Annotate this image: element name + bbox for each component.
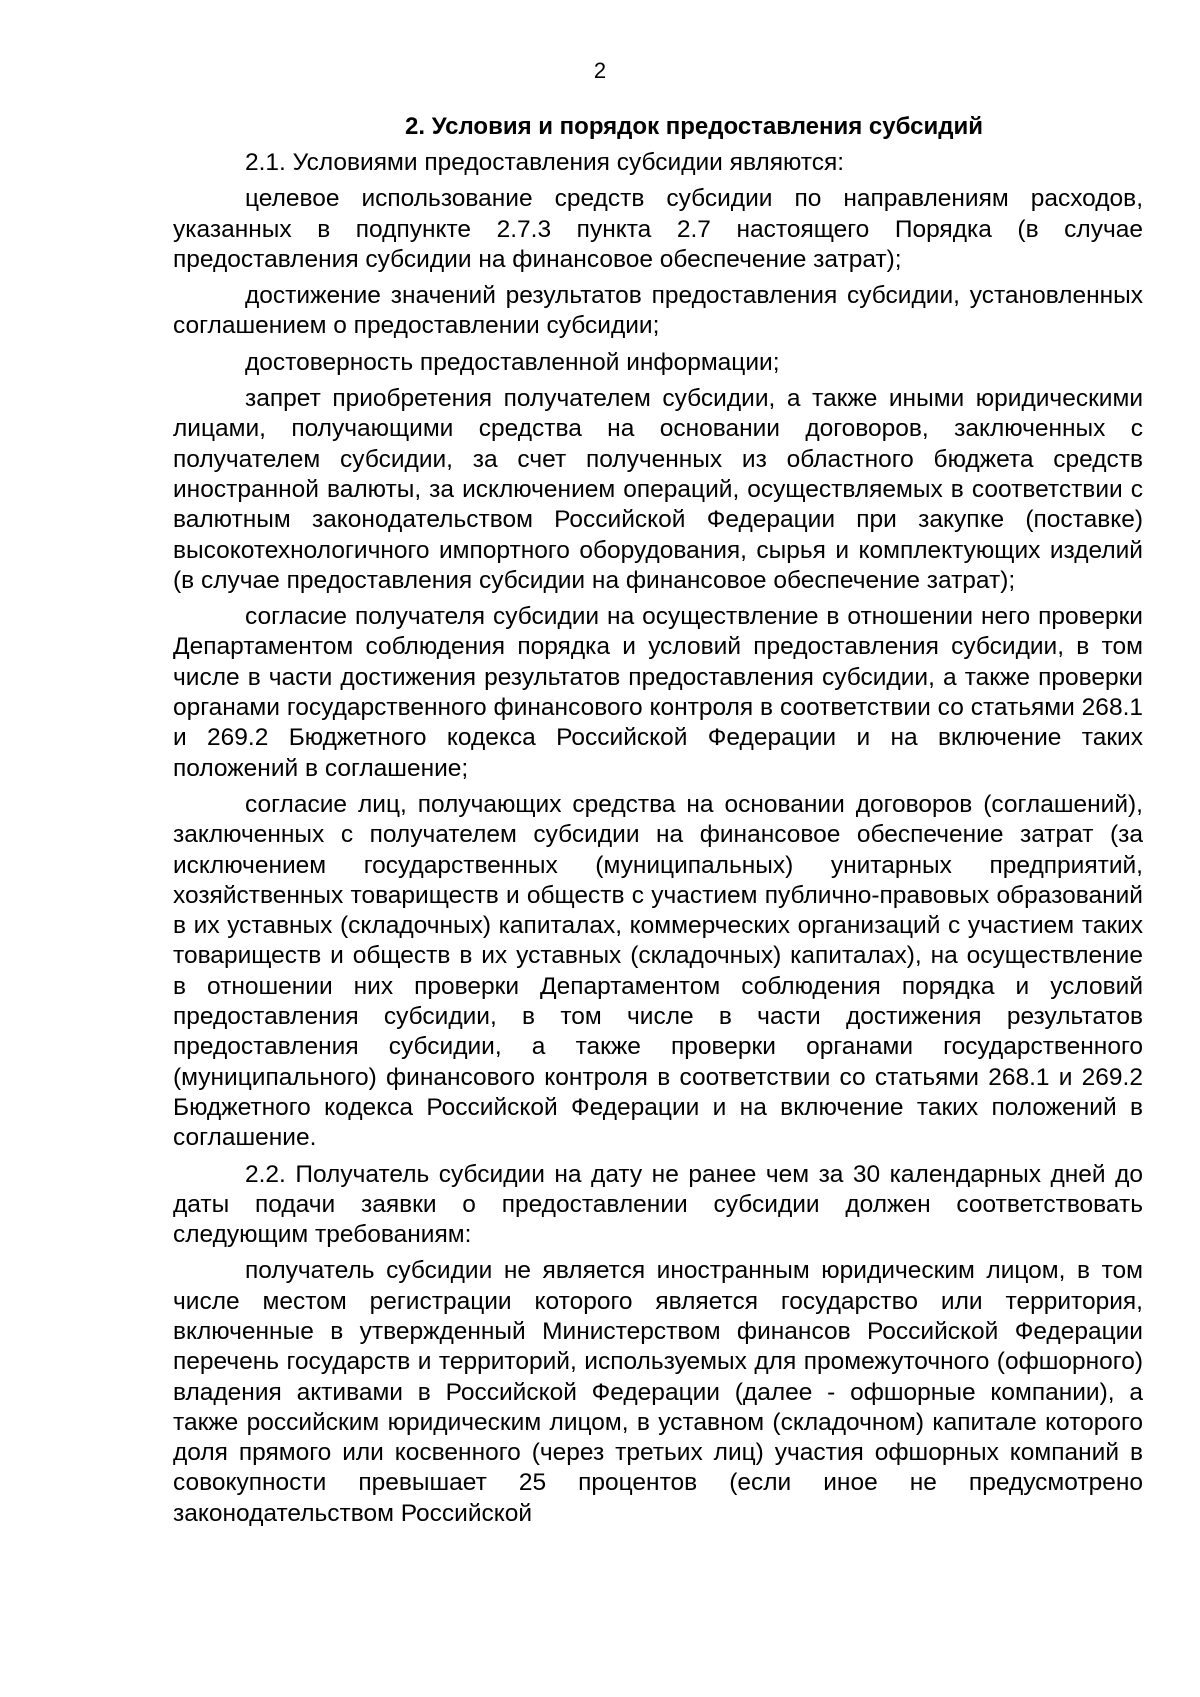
document-body bbox=[173, 112, 1143, 1535]
paragraph-reliability: достоверность предоставленной информации; bbox=[245, 348, 780, 376]
section-title: 2. Условия и порядок предоставления субсидий bbox=[405, 113, 983, 140]
page-number: 2 bbox=[593, 58, 607, 83]
paragraph-currency-ban: запрет приобретения получателем субсидии, а также иными юридическими лицами, получающими средства на основании договоров, заключенных с получателем субсидии, за счет полученных из областного бюджета средств иностранной валюты, за исключением операций, осуществляемых в соответствии с валютным законодательством Российской Федерации при закупке (поставке) высокотехнологичного импортного оборудования, сырья и комплектующих изделий (в случае предоставления субсидии на финансовое обеспечение затрат); bbox=[173, 385, 1143, 594]
paragraph-third-party-consent: согласие лиц, получающих средства на основании договоров (соглашений), заключенных с получателем субсидии на финансовое обеспечение затрат (за исключением государственных (муниципальных) унитарных предприятий, хозяйственных товариществ и обществ с участием публично-правовых образований в их уставных (складочных) капиталах, коммерческих организаций с участием таких товариществ и обществ в их уставных (складочных) капиталах), на осуществление в отношении них проверки Департаментом соблюдения порядка и условий предоставления субсидии, в том числе в части достижения результатов предоставления субсидии, а также проверки органами государственного (муниципального) финансового контроля в соответствии со статьями 268.1 и 269.2 Бюджетного кодекса Российской Федерации и на включение таких положений в соглашение. bbox=[173, 790, 1143, 1152]
paragraph-not-foreign-entity: получатель субсидии не является иностранным юридическим лицом, в том числе местом регистрации которого является государство или территория, включенные в утвержденный Министерством финансов Российской Федерации перечень государств и территорий, используемых для промежуточного (офшорного) владения активами в Российской Федерации (далее - офшорные компании), а также российским юридическим лицом, в уставном (складочном) капитале которого доля прямого или косвенного (через третьих лиц) участия офшорных компаний в совокупности превышает 25 процентов (если иное не предусмотрено законодательством Российской bbox=[173, 1257, 1143, 1527]
paragraph-2-2: 2.2. Получатель субсидии на дату не ранее чем за 30 календарных дней до даты подачи заявки о предоставлении субсидии должен соответствовать следующим требованиям: bbox=[173, 1160, 1143, 1249]
paragraph-recipient-consent: согласие получателя субсидии на осуществление в отношении него проверки Департаментом соблюдения порядка и условий предоставления субсидии, в том числе в части достижения результатов предоставления субсидии, а также проверки органами государственного финансового контроля в соответствии со статьями 268.1 и 269.2 Бюджетного кодекса Российской Федерации и на включение таких положений в соглашение; bbox=[173, 603, 1143, 782]
paragraph-2-1: 2.1. Условиями предоставления субсидии являются: bbox=[245, 149, 845, 176]
paragraph-target-use: целевое использование средств субсидии по направлениям расходов, указанных в подпункте 2.7.3 пункта 2.7 настоящего Порядка (в случае предоставления субсидии на финансовое обеспечение затрат); bbox=[173, 185, 1143, 273]
paragraph-results: достижение значений результатов предоставления субсидии, установленных соглашением о предоставлении субсидии; bbox=[173, 282, 1143, 340]
